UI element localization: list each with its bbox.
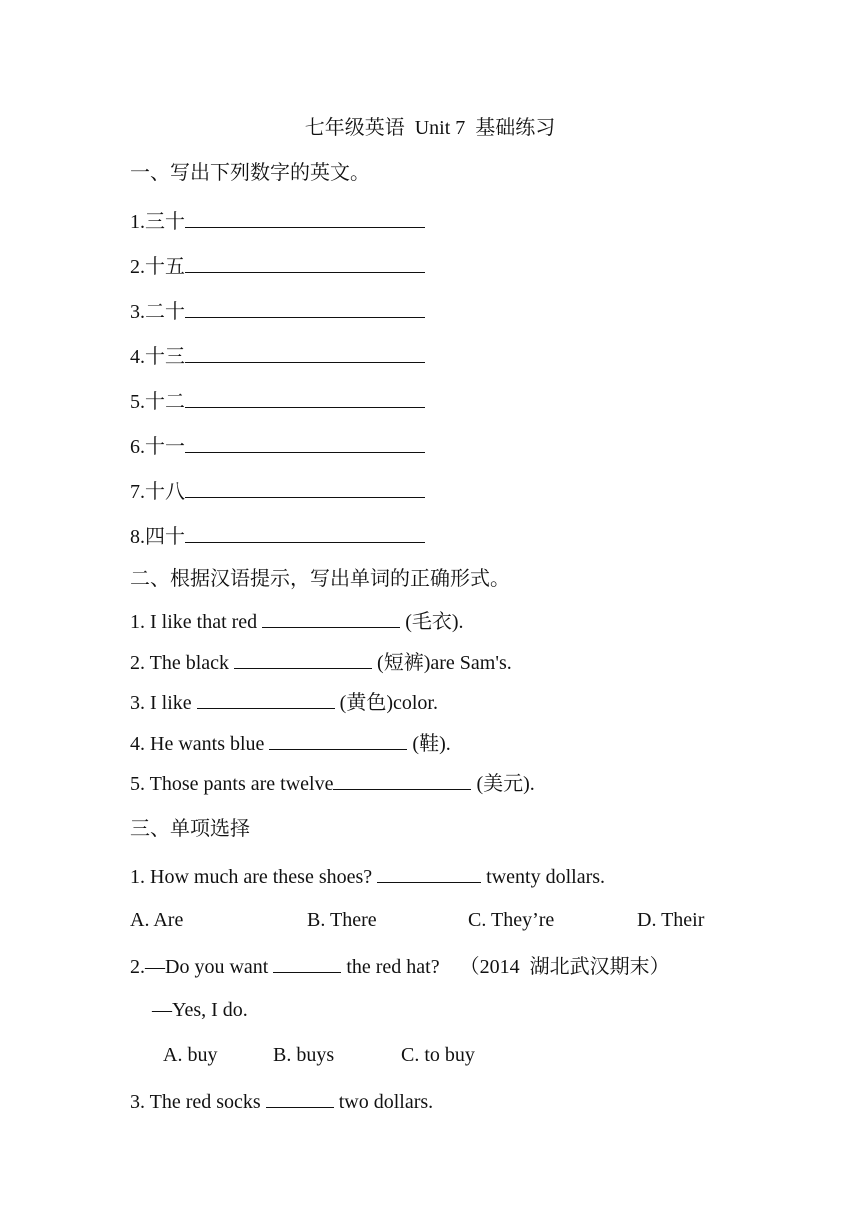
word-item-3	[130, 688, 438, 716]
question-text: 2. The black	[130, 652, 235, 674]
option-a[interactable]: A. Are	[130, 909, 184, 931]
question-text: 1. I like that red	[130, 611, 263, 633]
word-item-4	[130, 729, 451, 757]
answer-blank[interactable]	[185, 342, 425, 363]
number-item-1	[130, 207, 425, 235]
question-hint: (毛衣).	[400, 611, 464, 633]
question-text: 4. He wants blue	[130, 733, 270, 755]
number-item-label: 1.三十	[130, 211, 185, 233]
number-item-label: 6.十一	[130, 436, 185, 458]
word-item-2	[130, 648, 512, 676]
number-item-label: 5.十二	[130, 391, 185, 413]
word-item-5	[130, 769, 535, 797]
question-text: the red hat? （2014 湖北武汉期末）	[341, 956, 670, 978]
answer-blank[interactable]	[185, 297, 425, 318]
question-text: twenty dollars.	[481, 866, 606, 888]
question-text: two dollars.	[333, 1091, 434, 1113]
question-text: 2.—Do you want	[130, 956, 274, 978]
answer-blank[interactable]	[234, 648, 372, 669]
word-item-1	[130, 607, 464, 635]
number-item-label: 3.二十	[130, 301, 185, 323]
question-hint: (短裤)are Sam's.	[372, 652, 512, 674]
number-item-label: 7.十八	[130, 481, 185, 503]
question-hint: (黄色)color.	[334, 692, 438, 714]
number-item-label: 8.四十	[130, 526, 185, 548]
question-hint: (美元).	[471, 773, 535, 795]
choice-question-3	[130, 1087, 433, 1115]
answer-line: —Yes, I do.	[152, 999, 248, 1021]
question-hint: (鞋).	[407, 733, 451, 755]
question-text: 1. How much are these shoes?	[130, 866, 378, 888]
answer-blank[interactable]	[273, 952, 341, 973]
question-text: 5. Those pants are twelve	[130, 773, 334, 795]
answer-blank[interactable]	[185, 432, 425, 453]
option-c[interactable]: C. to buy	[401, 1044, 475, 1066]
number-item-2	[130, 252, 425, 280]
number-item-3	[130, 297, 425, 325]
number-item-6	[130, 432, 425, 460]
option-a[interactable]: A. buy	[163, 1044, 218, 1066]
answer-blank[interactable]	[185, 207, 425, 228]
answer-blank[interactable]	[185, 477, 425, 498]
section-2-heading: 二、根据汉语提示，写出单词的正确形式。	[130, 568, 510, 590]
number-item-label: 4.十三	[130, 346, 185, 368]
answer-blank[interactable]	[197, 688, 335, 709]
answer-blank[interactable]	[269, 729, 407, 750]
option-b[interactable]: B. There	[307, 909, 377, 931]
answer-blank[interactable]	[262, 607, 400, 628]
section-3-heading: 三、单项选择	[130, 818, 250, 840]
page-title: 七年级英语 Unit 7 基础练习	[304, 117, 556, 139]
section-1-heading: 一、写出下列数字的英文。	[130, 162, 370, 184]
number-item-label: 2.十五	[130, 256, 185, 278]
answer-blank[interactable]	[185, 252, 425, 273]
number-item-5	[130, 387, 425, 415]
answer-blank[interactable]	[333, 769, 471, 790]
answer-blank[interactable]	[185, 387, 425, 408]
option-d[interactable]: D. Their	[637, 909, 705, 931]
number-item-7	[130, 477, 425, 505]
answer-blank[interactable]	[185, 522, 425, 543]
choice-question-1	[130, 862, 605, 890]
question-text: 3. The red socks	[130, 1091, 266, 1113]
choice-question-2	[130, 952, 670, 980]
option-c[interactable]: C. They’re	[468, 909, 555, 931]
number-item-8	[130, 522, 425, 550]
number-item-4	[130, 342, 425, 370]
answer-blank[interactable]	[266, 1087, 334, 1108]
option-b[interactable]: B. buys	[273, 1044, 335, 1066]
question-text: 3. I like	[130, 692, 197, 714]
answer-blank[interactable]	[377, 862, 481, 883]
